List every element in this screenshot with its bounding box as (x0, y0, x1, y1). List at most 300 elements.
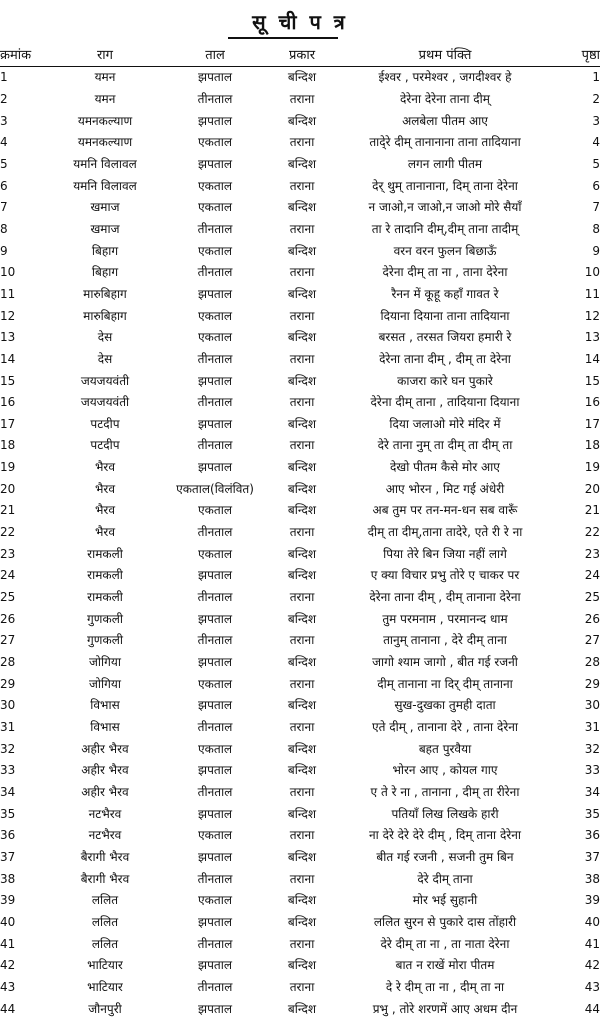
cell-taal: एकताल (198, 200, 232, 215)
table-row (0, 370, 600, 392)
cell-taal: तीनताल (197, 936, 233, 951)
cell-raag: भैरव (94, 503, 116, 518)
cell-taal: झपताल (198, 611, 232, 626)
cell-taal: झपताल (198, 958, 232, 973)
cell-prakar: तराना (289, 936, 315, 951)
cell-raag: पटदीप (90, 416, 120, 431)
cell-number: 7 (0, 200, 8, 215)
cell-page: 10 (584, 265, 600, 280)
table-row (0, 543, 600, 565)
cell-prakar: तराना (289, 351, 315, 366)
cell-prakar: तराना (289, 590, 315, 605)
cell-prakar: तराना (289, 633, 315, 648)
cell-raag: विभास (90, 698, 120, 713)
table-row (0, 240, 600, 262)
cell-page: 39 (584, 893, 600, 908)
table-row (0, 565, 600, 587)
cell-first-line: ईश्वर , परमेश्वर , जगदीश्वर हे (378, 70, 512, 85)
cell-raag: जयजयवंती (80, 395, 130, 410)
cell-page: 11 (584, 286, 600, 301)
cell-page: 23 (584, 546, 600, 561)
cell-first-line: तुम परमनाम , परमानन्द धाम (382, 611, 508, 626)
table-row (0, 197, 600, 219)
cell-taal: एकताल (198, 828, 232, 843)
cell-prakar: तराना (289, 871, 315, 886)
cell-number: 32 (0, 741, 16, 756)
cell-number: 13 (0, 330, 16, 345)
cell-first-line: अब तुम पर तन-मन-धन सब वारूँ (372, 503, 518, 518)
cell-number: 40 (0, 914, 16, 929)
cell-first-line: तानुम् तानाना , देरे दीम् ताना (383, 633, 507, 648)
cell-taal: एकताल (198, 546, 232, 561)
cell-raag: भाटियार (87, 958, 123, 973)
header-number: क्रमांक (0, 42, 50, 67)
cell-prakar: तराना (289, 135, 315, 150)
cell-page: 36 (584, 828, 600, 843)
cell-first-line: बरसत , तरसत जियरा हमारी रे (378, 330, 512, 345)
cell-first-line: बात न राखें मोरा पीतम (395, 958, 495, 973)
cell-prakar: बन्दिश (287, 286, 317, 301)
cell-taal: झपताल (198, 763, 232, 778)
cell-number: 15 (0, 373, 16, 388)
cell-raag: भैरव (94, 460, 116, 475)
cell-page: 25 (584, 590, 600, 605)
cell-taal: झपताल (198, 806, 232, 821)
cell-page: 20 (584, 481, 600, 496)
cell-raag: यमनि विलावल (73, 178, 137, 193)
cell-number: 23 (0, 546, 16, 561)
table-row (0, 912, 600, 934)
cell-taal: एकताल (198, 243, 232, 258)
cell-taal: तीनताल (197, 438, 233, 453)
cell-prakar: बन्दिश (287, 806, 317, 821)
cell-taal: झपताल (198, 460, 232, 475)
cell-prakar: तराना (289, 828, 315, 843)
cell-number: 20 (0, 481, 16, 496)
cell-first-line: ता रे तादानि दीम्,दीम् ताना तादीम् (371, 221, 519, 236)
table-row (0, 478, 600, 500)
cell-page: 24 (584, 568, 600, 583)
cell-prakar: तराना (289, 91, 315, 106)
cell-number: 17 (0, 416, 16, 431)
cell-number: 8 (0, 221, 8, 236)
cell-raag: यमन (94, 70, 116, 85)
cell-first-line: देरेना दीम् ताना , तादियाना दियाना (370, 395, 520, 410)
cell-raag: रामकली (87, 568, 123, 583)
cell-page: 29 (584, 676, 600, 691)
cell-first-line: लगन लागी पीतम (407, 156, 483, 171)
cell-prakar: बन्दिश (287, 611, 317, 626)
cell-prakar: बन्दिश (287, 200, 317, 215)
cell-prakar: बन्दिश (287, 70, 317, 85)
cell-page: 14 (584, 351, 600, 366)
cell-page: 37 (584, 849, 600, 864)
cell-first-line: जागो श्याम जागो , बीत गई रजनी (372, 655, 518, 670)
cell-page: 41 (584, 936, 600, 951)
cell-prakar: तराना (289, 676, 315, 691)
cell-prakar: बन्दिश (287, 416, 317, 431)
cell-taal: तीनताल (197, 221, 233, 236)
cell-raag: मारुबिहाग (83, 308, 127, 323)
cell-raag: देस (97, 351, 113, 366)
table-row (0, 522, 600, 544)
cell-number: 37 (0, 849, 16, 864)
cell-prakar: तराना (289, 265, 315, 280)
cell-raag: जौनपुरी (88, 1001, 122, 1016)
header-raag: राग (50, 42, 160, 67)
table-row (0, 349, 600, 371)
table-row (0, 262, 600, 284)
cell-raag: बिहाग (91, 265, 119, 280)
cell-page: 3 (592, 113, 600, 128)
cell-prakar: बन्दिश (287, 655, 317, 670)
table-row (0, 695, 600, 717)
page-title: सू ची प त्र (252, 10, 348, 34)
cell-taal: झपताल (198, 416, 232, 431)
cell-first-line: देरे ताना नुम् ता दीम् ता दीम् ता (377, 438, 513, 453)
cell-raag: जोगिया (89, 676, 121, 691)
cell-page: 9 (592, 243, 600, 258)
cell-raag: भैरव (94, 481, 116, 496)
table-row (0, 587, 600, 609)
cell-first-line: न जाओ,न जाओ,न जाओ मोरे सैयाँ (368, 200, 522, 215)
cell-prakar: बन्दिश (287, 763, 317, 778)
cell-first-line: दियाना दियाना ताना तादियाना (380, 308, 510, 323)
cell-number: 36 (0, 828, 16, 843)
cell-taal: तीनताल (197, 720, 233, 735)
cell-first-line: काजरा कारे घन पुकारे (397, 373, 493, 388)
table-row (0, 868, 600, 890)
cell-taal: झपताल (198, 914, 232, 929)
cell-prakar: तराना (289, 720, 315, 735)
cell-prakar: बन्दिश (287, 330, 317, 345)
table-row (0, 435, 600, 457)
cell-page: 26 (584, 611, 600, 626)
cell-taal: एकताल (198, 178, 232, 193)
cell-number: 16 (0, 395, 16, 410)
cell-raag: नटभैरव (88, 806, 122, 821)
cell-number: 35 (0, 806, 16, 821)
table-row (0, 392, 600, 414)
cell-number: 39 (0, 893, 16, 908)
cell-taal: एकताल (198, 330, 232, 345)
cell-taal: एकताल (198, 503, 232, 518)
table-row (0, 803, 600, 825)
cell-taal: झपताल (198, 568, 232, 583)
cell-prakar: बन्दिश (287, 914, 317, 929)
cell-prakar: बन्दिश (287, 849, 317, 864)
cell-raag: नटभैरव (88, 828, 122, 843)
table-row (0, 738, 600, 760)
cell-first-line: देरे दीम् ता ना , ता नाता देरेना (380, 936, 510, 951)
cell-number: 4 (0, 135, 8, 150)
cell-taal: तीनताल (197, 590, 233, 605)
cell-taal: झपताल (198, 655, 232, 670)
cell-prakar: तराना (289, 525, 315, 540)
cell-number: 3 (0, 113, 8, 128)
cell-page: 21 (584, 503, 600, 518)
cell-prakar: तराना (289, 395, 315, 410)
cell-page: 18 (584, 438, 600, 453)
cell-raag: यमन (94, 91, 116, 106)
table-row (0, 782, 600, 804)
cell-raag: गुणकली (87, 633, 123, 648)
cell-first-line: ललित सुरन से पुकारे दास तोंहारी (373, 914, 517, 929)
cell-page: 17 (584, 416, 600, 431)
cell-raag: मारुबिहाग (83, 286, 127, 301)
cell-raag: रामकली (87, 546, 123, 561)
cell-raag: गुणकली (87, 611, 123, 626)
header-first-line: प्रथम पंक्ति (334, 42, 556, 67)
cell-first-line: देरेना देरेना ताना दीम् (400, 91, 490, 106)
cell-first-line: दीम् तानाना ना दिर् दीम् तानाना (377, 676, 513, 691)
cell-page: 43 (584, 979, 600, 994)
cell-taal: झपताल (198, 70, 232, 85)
cell-number: 12 (0, 308, 16, 323)
table-row (0, 847, 600, 869)
table-row (0, 933, 600, 955)
cell-prakar: तराना (289, 178, 315, 193)
cell-prakar: बन्दिश (287, 156, 317, 171)
table-row (0, 500, 600, 522)
cell-first-line: भोरन आए , कोयल गाए (392, 763, 498, 778)
cell-raag: अहीर भैरव (81, 741, 129, 756)
cell-prakar: बन्दिश (287, 460, 317, 475)
table-row (0, 414, 600, 436)
cell-taal: एकताल (198, 308, 232, 323)
cell-raag: ललित (91, 914, 119, 929)
cell-number: 41 (0, 936, 16, 951)
cell-taal: एकताल (198, 893, 232, 908)
cell-taal: तीनताल (197, 633, 233, 648)
cell-number: 6 (0, 178, 8, 193)
table-row (0, 284, 600, 306)
cell-prakar: बन्दिश (287, 481, 317, 496)
cell-number: 33 (0, 763, 16, 778)
cell-number: 9 (0, 243, 8, 258)
cell-raag: देस (97, 330, 113, 345)
contents-table (0, 42, 600, 1020)
cell-number: 29 (0, 676, 16, 691)
cell-prakar: बन्दिश (287, 958, 317, 973)
table-row (0, 717, 600, 739)
cell-page: 4 (592, 135, 600, 150)
cell-page: 1 (592, 70, 600, 85)
cell-first-line: देरेना ताना दीम् , दीम् तानाना देरेना (369, 590, 521, 605)
cell-first-line: तादे्रे दीम् तानानाना ताना तादियाना (369, 135, 521, 150)
cell-taal: झपताल (198, 286, 232, 301)
cell-page: 5 (592, 156, 600, 171)
cell-first-line: दे रे दीम् ता ना , दीम् ता ना (385, 979, 505, 994)
cell-prakar: बन्दिश (287, 503, 317, 518)
table-row (0, 825, 600, 847)
cell-prakar: बन्दिश (287, 546, 317, 561)
cell-raag: बैरागी भैरव (80, 849, 130, 864)
cell-raag: भैरव (94, 525, 116, 540)
cell-page: 35 (584, 806, 600, 821)
cell-first-line: ना देरे देरे देरे दीम् , दिम् ताना देरेना (368, 828, 521, 843)
cell-taal: एकताल (198, 741, 232, 756)
cell-raag: यमनि विलावल (73, 156, 137, 171)
table-row (0, 608, 600, 630)
cell-raag: यमनकल्याण (77, 113, 133, 128)
table-row (0, 652, 600, 674)
table-row (0, 219, 600, 241)
cell-taal: झपताल (198, 1001, 232, 1016)
cell-raag: ललित (91, 893, 119, 908)
cell-prakar: बन्दिश (287, 568, 317, 583)
cell-number: 25 (0, 590, 16, 605)
table-row (0, 89, 600, 111)
cell-taal: एकताल (198, 676, 232, 691)
table-header-row (0, 42, 600, 67)
cell-first-line: दीम् ता दीम्,ताना तादेरे, एते री रे ना (367, 525, 523, 540)
cell-taal: तीनताल (197, 784, 233, 799)
cell-page: 27 (584, 633, 600, 648)
cell-page: 19 (584, 460, 600, 475)
cell-prakar: बन्दिश (287, 1001, 317, 1016)
cell-first-line: वरन वरन फुलन बिछाऊँ (393, 243, 497, 258)
cell-taal: तीनताल (197, 979, 233, 994)
cell-first-line: रैनन में कूहू कहाँ गावत रे (391, 286, 499, 301)
cell-number: 34 (0, 784, 16, 799)
cell-page: 6 (592, 178, 600, 193)
cell-first-line: देरे दीम् ताना (417, 871, 473, 886)
cell-number: 22 (0, 525, 16, 540)
cell-page: 33 (584, 763, 600, 778)
cell-page: 2 (592, 91, 600, 106)
cell-taal: तीनताल (197, 265, 233, 280)
cell-number: 14 (0, 351, 16, 366)
cell-raag: रामकली (87, 590, 123, 605)
table-row (0, 67, 600, 89)
cell-taal: तीनताल (197, 351, 233, 366)
cell-prakar: तराना (289, 308, 315, 323)
cell-first-line: ए क्या विचार प्रभु तोरे ए चाकर पर (370, 568, 520, 583)
table-row (0, 305, 600, 327)
cell-number: 38 (0, 871, 16, 886)
cell-number: 1 (0, 70, 8, 85)
cell-page: 32 (584, 741, 600, 756)
cell-first-line: पिया तेरे बिन जिया नहीं लागे (383, 546, 507, 561)
cell-number: 43 (0, 979, 16, 994)
cell-raag: विभास (90, 720, 120, 735)
cell-page: 40 (584, 914, 600, 929)
cell-number: 18 (0, 438, 16, 453)
table-row (0, 457, 600, 479)
cell-raag: जोगिया (89, 655, 121, 670)
cell-raag: अहीर भैरव (81, 784, 129, 799)
cell-taal: झपताल (198, 373, 232, 388)
cell-raag: अहीर भैरव (81, 763, 129, 778)
cell-number: 10 (0, 265, 16, 280)
cell-page: 7 (592, 200, 600, 215)
cell-number: 42 (0, 958, 16, 973)
cell-number: 28 (0, 655, 16, 670)
table-body (0, 67, 600, 1020)
cell-prakar: बन्दिश (287, 373, 317, 388)
cell-number: 5 (0, 156, 8, 171)
cell-taal: झपताल (198, 156, 232, 171)
table-row (0, 955, 600, 977)
cell-page: 38 (584, 871, 600, 886)
cell-raag: खमाज (90, 221, 120, 236)
cell-page: 15 (584, 373, 600, 388)
cell-raag: पटदीप (90, 438, 120, 453)
cell-raag: बैरागी भैरव (80, 871, 130, 886)
cell-raag: यमनकल्याण (77, 135, 133, 150)
cell-page: 30 (584, 698, 600, 713)
table-row (0, 175, 600, 197)
cell-prakar: तराना (289, 979, 315, 994)
cell-prakar: तराना (289, 784, 315, 799)
cell-raag: ललित (91, 936, 119, 951)
cell-page: 12 (584, 308, 600, 323)
cell-page: 13 (584, 330, 600, 345)
cell-prakar: तराना (289, 438, 315, 453)
cell-first-line: देरेना दीम् ता ना , ताना देरेना (382, 265, 508, 280)
cell-prakar: बन्दिश (287, 698, 317, 713)
cell-raag: खमाज (90, 200, 120, 215)
cell-first-line: अलबेला पीतम आए (402, 113, 488, 128)
cell-number: 21 (0, 503, 16, 518)
cell-raag: बिहाग (91, 243, 119, 258)
cell-page: 8 (592, 221, 600, 236)
cell-raag: भाटियार (87, 979, 123, 994)
table-row (0, 154, 600, 176)
cell-page: 34 (584, 784, 600, 799)
cell-page: 22 (584, 525, 600, 540)
cell-prakar: बन्दिश (287, 893, 317, 908)
cell-first-line: देर् थुम् तानानाना, दिम् ताना देरेना (372, 178, 518, 193)
table-row (0, 132, 600, 154)
cell-raag: जयजयवंती (80, 373, 130, 388)
cell-taal: तीनताल (197, 395, 233, 410)
table-row (0, 890, 600, 912)
cell-first-line: आए भोरन , मिट गई अंधेरी (385, 481, 505, 496)
cell-number: 2 (0, 91, 8, 106)
cell-prakar: बन्दिश (287, 243, 317, 258)
cell-taal: एकताल (198, 135, 232, 150)
cell-number: 19 (0, 460, 16, 475)
cell-first-line: पतियाँ लिख लिखके हारी (391, 806, 499, 821)
cell-first-line: बीत गई रजनी , सजनी तुम बिन (376, 849, 514, 864)
cell-first-line: दिया जलाओ मोरे मंदिर में (389, 416, 501, 431)
cell-prakar: बन्दिश (287, 741, 317, 756)
cell-taal: झपताल (198, 113, 232, 128)
cell-page: 16 (584, 395, 600, 410)
table-row (0, 760, 600, 782)
cell-first-line: प्रभु , तोरे शरणमें आए अधम दीन (372, 1001, 518, 1016)
header-page: पृष्ठा (556, 42, 600, 67)
cell-taal: झपताल (198, 698, 232, 713)
cell-taal: तीनताल (197, 525, 233, 540)
title-underline (228, 37, 338, 39)
header-taal: ताल (160, 42, 270, 67)
cell-number: 24 (0, 568, 16, 583)
table-row (0, 998, 600, 1020)
cell-first-line: मोर भई सुहानी (412, 893, 478, 908)
cell-taal: एकताल(विलंवित) (176, 481, 254, 496)
cell-taal: तीनताल (197, 871, 233, 886)
cell-first-line: ए ते रे ना , तानाना , दीम् ता रीरेना (370, 784, 520, 799)
cell-first-line: देखो पीतम कैसे मोर आए (390, 460, 500, 475)
cell-page: 28 (584, 655, 600, 670)
table-row (0, 630, 600, 652)
table-row (0, 110, 600, 132)
cell-number: 30 (0, 698, 16, 713)
cell-first-line: सुख-दुखका तुमही दाता (394, 698, 496, 713)
